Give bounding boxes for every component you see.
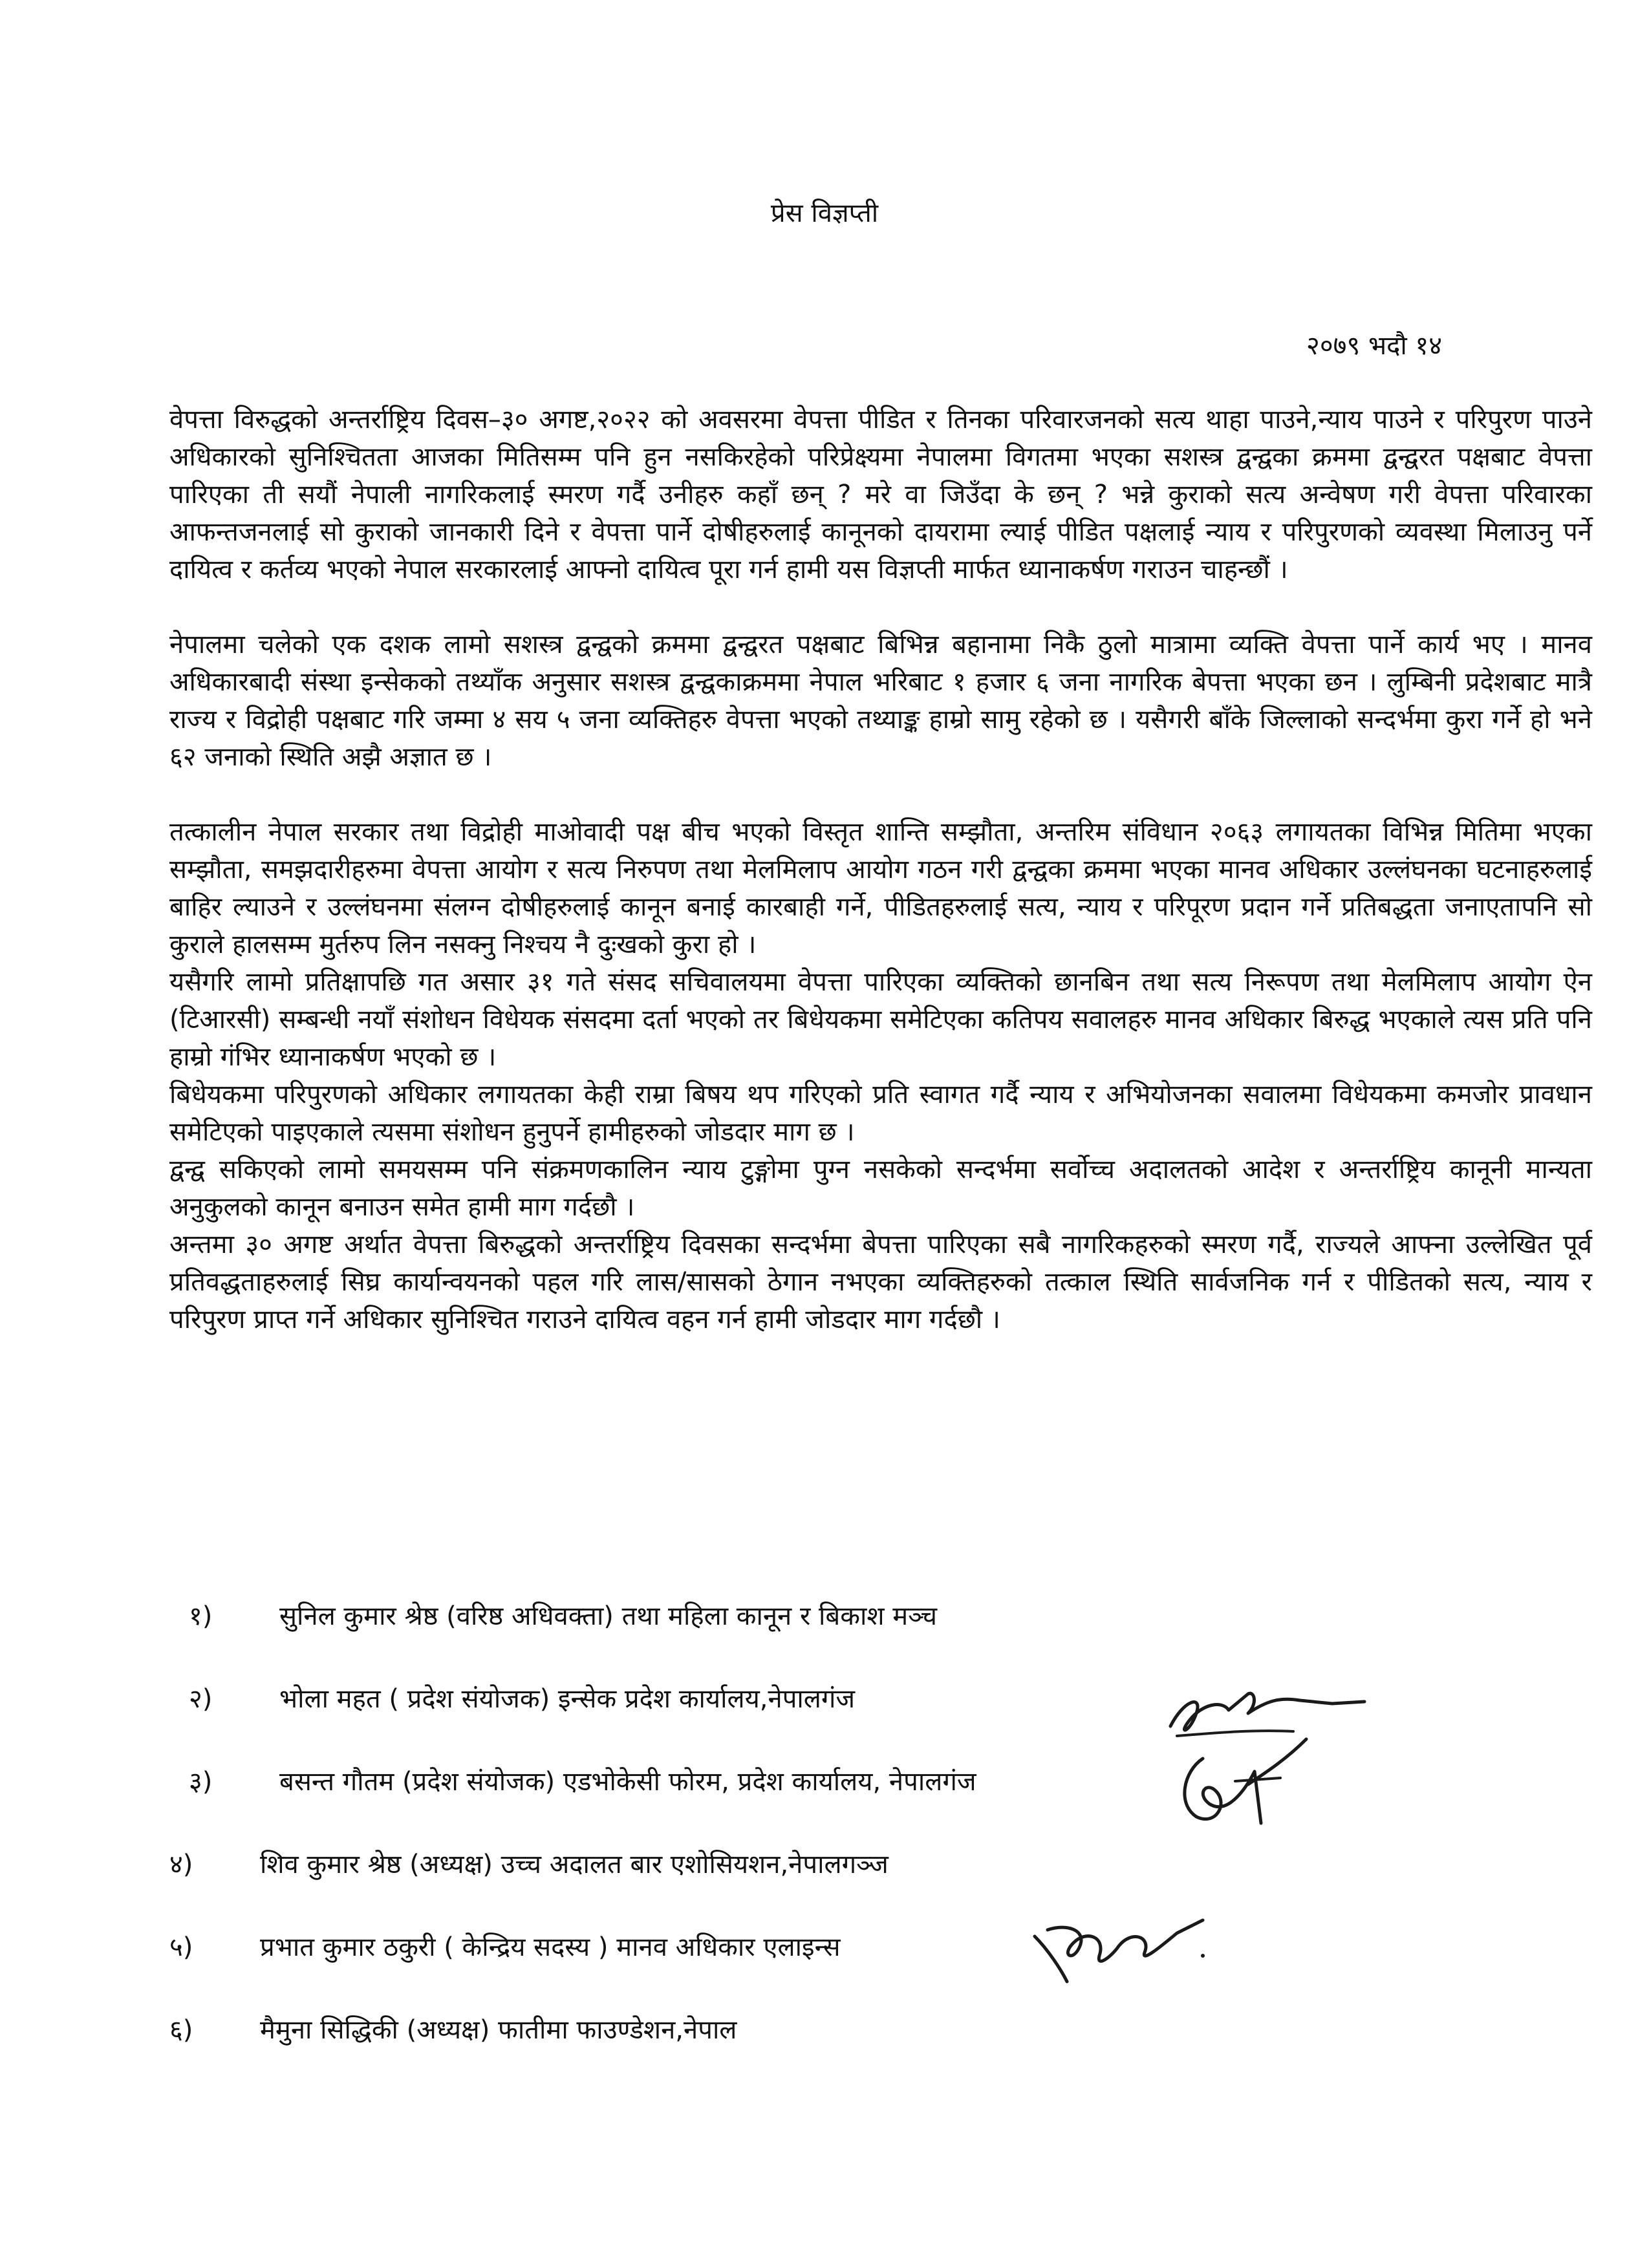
signatory-number: २) bbox=[189, 1684, 213, 1714]
paragraph: तत्कालीन नेपाल सरकार तथा विद्रोही माओवादी पक्ष बीच भएको विस्तृत शान्ति सम्झौता, अन्तरिम संविधान २०६३ लगायतका विभिन्न मितिमा भएका सम्झौता, समझदारीहरुमा वेपत्ता आयोग र सत्य निरुपण तथा मेलमिलाप आयोग गठन गरी द्वन्द्वका क्रममा भएका मानव अधिकार उल्लंघनका घटनाहरुलाई बाहिर ल्याउने र उल्लंघनमा संलग्न दोषीहरुलाई कानून बनाई कारबाही गर्ने, पीडितहरुलाई सत्य, न्याय र परिपूरण प्रदान गर्ने प्रतिबद्धता जनाएतापनि सो कुराले हालसम्म मुर्तरुप लिन नसक्नु निश्चय नै दुःखको कुरा हो । bbox=[169, 817, 1592, 959]
signatory-item bbox=[169, 1928, 840, 1963]
signatory-text: भोला महत ( प्रदेश संयोजक) इन्सेक प्रदेश कार्यालय,नेपालगंज bbox=[279, 1684, 856, 1714]
paragraph: यसैगरि लामो प्रतिक्षापछि गत असार ३१ गते संसद सचिवालयमा वेपत्ता पारिएका व्यक्तिको छानबिन तथा सत्य निरूपण तथा मेलमिलाप आयोग ऐन (टिआरसी) सम्बन्धी नयाँ संशोधन विधेयक संसदमा दर्ता भएको तर बिधेयकमा समेटिएका कतिपय सवालहरु मानव अधिकार बिरुद्ध भएकाले त्यस प्रति पनि हाम्रो गंभिर ध्यानाकर्षण भएको छ । bbox=[169, 967, 1592, 1072]
signatory-number: ६) bbox=[169, 2015, 193, 2045]
signatory-item bbox=[189, 1597, 937, 1632]
paragraph: वेपत्ता विरुद्धको अन्तर्राष्ट्रिय दिवस–३० अगष्ट,२०२२ को अवसरमा वेपत्ता पीडित र तिनका परिवारजनको सत्य थाहा पाउने,न्याय पाउने र परिपुरण पाउने अधिकारको सुनिश्चितता आजका मितिसम्म पनि हुन नसकिरहेको परिप्रेक्ष्यमा नेपालमा विगतमा भएका सशस्त्र द्वन्द्वका क्रममा द्वन्द्वरत पक्षबाट वेपत्ता पारिएका ती सयौं नेपाली नागरिकलाई स्मरण गर्दै उनीहरु कहाँ छन् ? मरे वा जिउँदा के छन् ? भन्ने कुराको सत्य अन्वेषण गरी वेपत्ता परिवारका आफन्तजनलाई सो कुराको जानकारी दिने र वेपत्ता पार्ने दोषीहरुलाई कानूनको दायरामा ल्याई पीडित पक्षलाई न्याय र परिपुरणको व्यवस्था मिलाउनु पर्ने दायित्व र कर्तव्य भएको नेपाल सरकारलाई आफ्नो दायित्व पूरा गर्न हामी यस विज्ञप्ती मार्फत ध्यानाकर्षण गराउन चाहन्छौं । bbox=[169, 405, 1592, 584]
signatory-text: बसन्त गौतम (प्रदेश संयोजक) एडभोकेसी फोरम, प्रदेश कार्यालय, नेपालगंज bbox=[279, 1767, 976, 1797]
paragraph: बिधेयकमा परिपुरणको अधिकार लगायतका केही राम्रा बिषय थप गरिएको प्रति स्वागत गर्दै न्याय र अभियोजनका सवालमा विधेयकमा कमजोर प्रावधान समेटिएको पाइएकाले त्यसमा संशोधन हुनुपर्ने हामीहरुको जोडदार माग छ । bbox=[169, 1080, 1592, 1147]
signature-image bbox=[1022, 1910, 1216, 1988]
signatory-number: १) bbox=[189, 1601, 213, 1631]
document-date: २०७९ भदौ १४ bbox=[1306, 331, 1442, 361]
signatory-text: मैमुना सिद्धिकी (अध्यक्ष) फातीमा फाउण्डेशन,नेपाल bbox=[260, 2015, 737, 2045]
signature-image bbox=[1170, 1733, 1319, 1836]
paragraph: अन्तमा ३० अगष्ट अर्थात वेपत्ता बिरुद्धको अन्तर्राष्ट्रिय दिवसका सन्दर्भमा बेपत्ता पारिएका सबै नागरिकहरुको स्मरण गर्दै, राज्यले आफ्ना उल्लेखित पूर्व प्रतिवद्धताहरुलाई सिघ्र कार्यान्वयनको पहल गरि लास/सासको ठेगान नभएका व्यक्तिहरुको तत्काल स्थिति सार्वजनिक गर्न र पीडितको सत्य, न्याय र परिपुरण प्राप्त गर्ने अधिकार सुनिश्चित गराउने दायित्व वहन गर्न हामी जोडदार माग गर्दछौ । bbox=[169, 1230, 1592, 1334]
signatory-text: शिव कुमार श्रेष्ठ (अध्यक्ष) उच्च अदालत बार एशोसियशन,नेपालगञ्ज bbox=[260, 1850, 889, 1879]
document-body bbox=[169, 401, 1592, 1338]
signatory-item bbox=[169, 2011, 737, 2046]
signatory-text: प्रभात कुमार ठकुरी ( केन्द्रिय सदस्य ) मानव अधिकार एलाइन्स bbox=[260, 1932, 841, 1962]
signatory-number: ४) bbox=[169, 1850, 193, 1879]
signatory-number: ५) bbox=[169, 1932, 193, 1962]
signatory-item bbox=[189, 1762, 976, 1798]
document-title: प्रेस विज्ञप्ती bbox=[770, 198, 879, 228]
paragraph: नेपालमा चलेको एक दशक लामो सशस्त्र द्वन्द्वको क्रममा द्वन्द्वरत पक्षबाट बिभिन्न बहानामा निकै ठुलो मात्रामा व्यक्ति वेपत्ता पार्ने कार्य भए । मानव अधिकारबादी संस्था इन्सेकको तथ्याँक अनुसार सशस्त्र द्वन्द्वकाक्रममा नेपाल भरिबाट १ हजार ६ जना नागरिक बेपत्ता भएका छन । लुम्बिनी प्रदेशबाट मात्रै राज्य र विद्रोही पक्षबाट गरि जम्मा ४ सय ५ जना व्यक्तिहरु वेपत्ता भएको तथ्याङ्क हाम्रो सामु रहेको छ । यसैगरी बाँके जिल्लाको सन्दर्भमा कुरा गर्ने हो भने ६२ जनाको स्थिति अझै अज्ञात छ । bbox=[169, 630, 1592, 772]
signatory-number: ३) bbox=[189, 1767, 213, 1797]
signatory-item bbox=[189, 1680, 855, 1715]
signatory-text: सुनिल कुमार श्रेष्ठ (वरिष्ठ अधिवक्ता) तथा महिला कानून र बिकाश मञ्च bbox=[279, 1601, 938, 1631]
signatory-item bbox=[169, 1845, 889, 1881]
paragraph: द्वन्द्व सकिएको लामो समयसम्म पनि संक्रमणकालिन न्याय टुङ्गोमा पुग्न नसकेको सन्दर्भमा सर्वोच्च अदालतको आदेश र अन्तर्राष्ट्रिय कानूनी मान्यता अनुकुलको कानून बनाउन समेत हामी माग गर्दछौ । bbox=[169, 1155, 1592, 1222]
